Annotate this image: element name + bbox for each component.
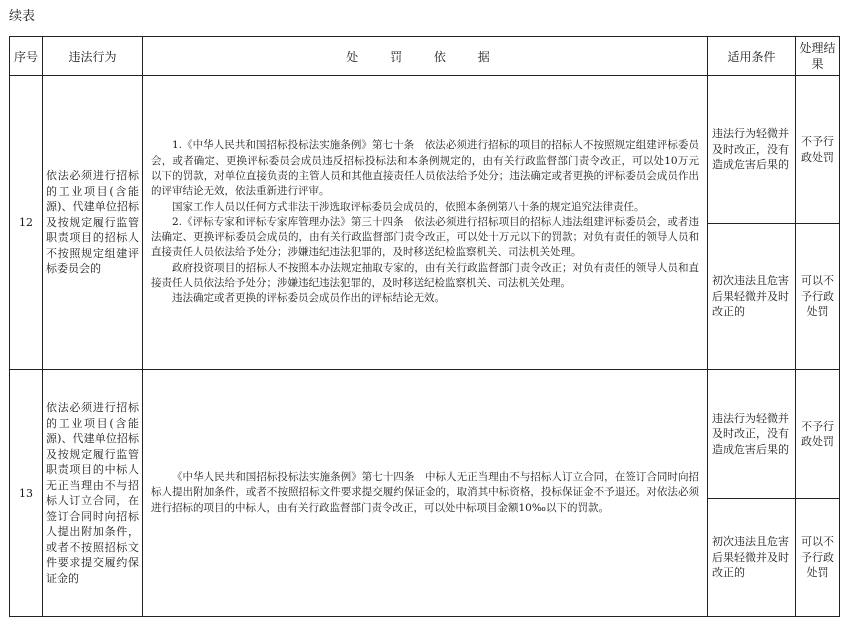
- table-row: [10, 370, 840, 499]
- basis-paragraph: 政府投资项目的招标人不按照本办法规定抽取专家的，由有关行政监督部门责令改正；对负有责任的领导人员和直接责任人员依法给予处分；涉嫌违纪违法犯罪的，及时移送纪检监察机关、司法机关处理。: [151, 261, 699, 290]
- header-violation: 违法行为: [43, 37, 143, 76]
- continued-table-label: 续表: [9, 9, 36, 24]
- row-basis: [143, 76, 708, 370]
- header-result: 处理结果: [796, 37, 840, 76]
- basis-paragraph: 国家工作人员以任何方式非法干涉选取评标委员会成员的，依照本条例第八十条的规定追究法律责任。: [172, 200, 645, 213]
- row-result: 可以不予行政处罚: [796, 224, 840, 370]
- row-violation: 依法必须进行招标的工业项目(含能源)、代建单位招标及按规定履行监管职责项目的招标人不按照规定组建评标委员会的: [43, 76, 143, 370]
- row-condition: 初次违法且危害后果轻微并及时改正的: [708, 499, 796, 617]
- basis-paragraph: 1.《中华人民共和国招标投标法实施条例》第七十条 依法必须进行招标的项目的招标人不按照规定组建评标委员会，或者确定、更换评标委员会成员违反招标投标法和本条例规定的，由有关行政监督部门责令改正，可以处10万元以下的罚款，对单位直接负责的主管人员和其他直接责任人员依法给予处分；违法确定或者更换的评标委员会成员作出的评审结论无效，依法重新进行评审。: [151, 139, 699, 198]
- row-result: 可以不予行政处罚: [796, 499, 840, 617]
- row-condition: 违法行为轻微并及时改正，没有造成危害后果的: [708, 370, 796, 499]
- header-condition: 适用条件: [708, 37, 796, 76]
- basis-paragraph: 违法确定或者更换的评标委员会成员作出的评标结论无效。: [172, 292, 445, 305]
- penalty-table: [9, 36, 840, 617]
- row-seq: 12: [10, 76, 43, 370]
- header-basis: 处 罚 依 据: [143, 37, 708, 76]
- header-seq: 序号: [10, 37, 43, 76]
- row-result: 不予行政处罚: [796, 76, 840, 224]
- table-header-row: [10, 37, 840, 76]
- row-seq: 13: [10, 370, 43, 617]
- row-condition: 违法行为轻微并及时改正，没有造成危害后果的: [708, 76, 796, 224]
- row-result: 不予行政处罚: [796, 370, 840, 499]
- row-basis: [143, 370, 708, 617]
- row-condition: 初次违法且危害后果轻微并及时改正的: [708, 224, 796, 370]
- basis-paragraph: 2.《评标专家和评标专家库管理办法》第三十四条 依法必须进行招标项目的招标人违法组建评标委员会，或者违法确定、更换评标委员会成员的，由有关行政监督部门责令改正，可以处十万元以下的罚款；对负有责任的领导人员和直接责任人员依法给予处分；涉嫌违纪违法犯罪的，及时移送纪检监察机关、司法机关处理。: [151, 215, 699, 259]
- table-row: [10, 76, 840, 224]
- row-violation: 依法必须进行招标的工业项目(含能源)、代建单位招标及按规定履行监管职责项目的中标人无正当理由不与招标人订立合同，在签订合同时向招标人提出附加条件，或者不按照招标文件要求提交履约保证金的: [43, 370, 143, 617]
- basis-paragraph: 《中华人民共和国招标投标法实施条例》第七十四条 中标人无正当理由不与招标人订立合同，在签订合同时向招标人提出附加条件，或者不按照招标文件要求提交履约保证金的，取消其中标资格，投标保证金不予退还。对依法必须进行招标的项目的中标人，由有关行政监督部门责令改正，可以处中标项目金额10‰以下的罚款。: [151, 471, 699, 514]
